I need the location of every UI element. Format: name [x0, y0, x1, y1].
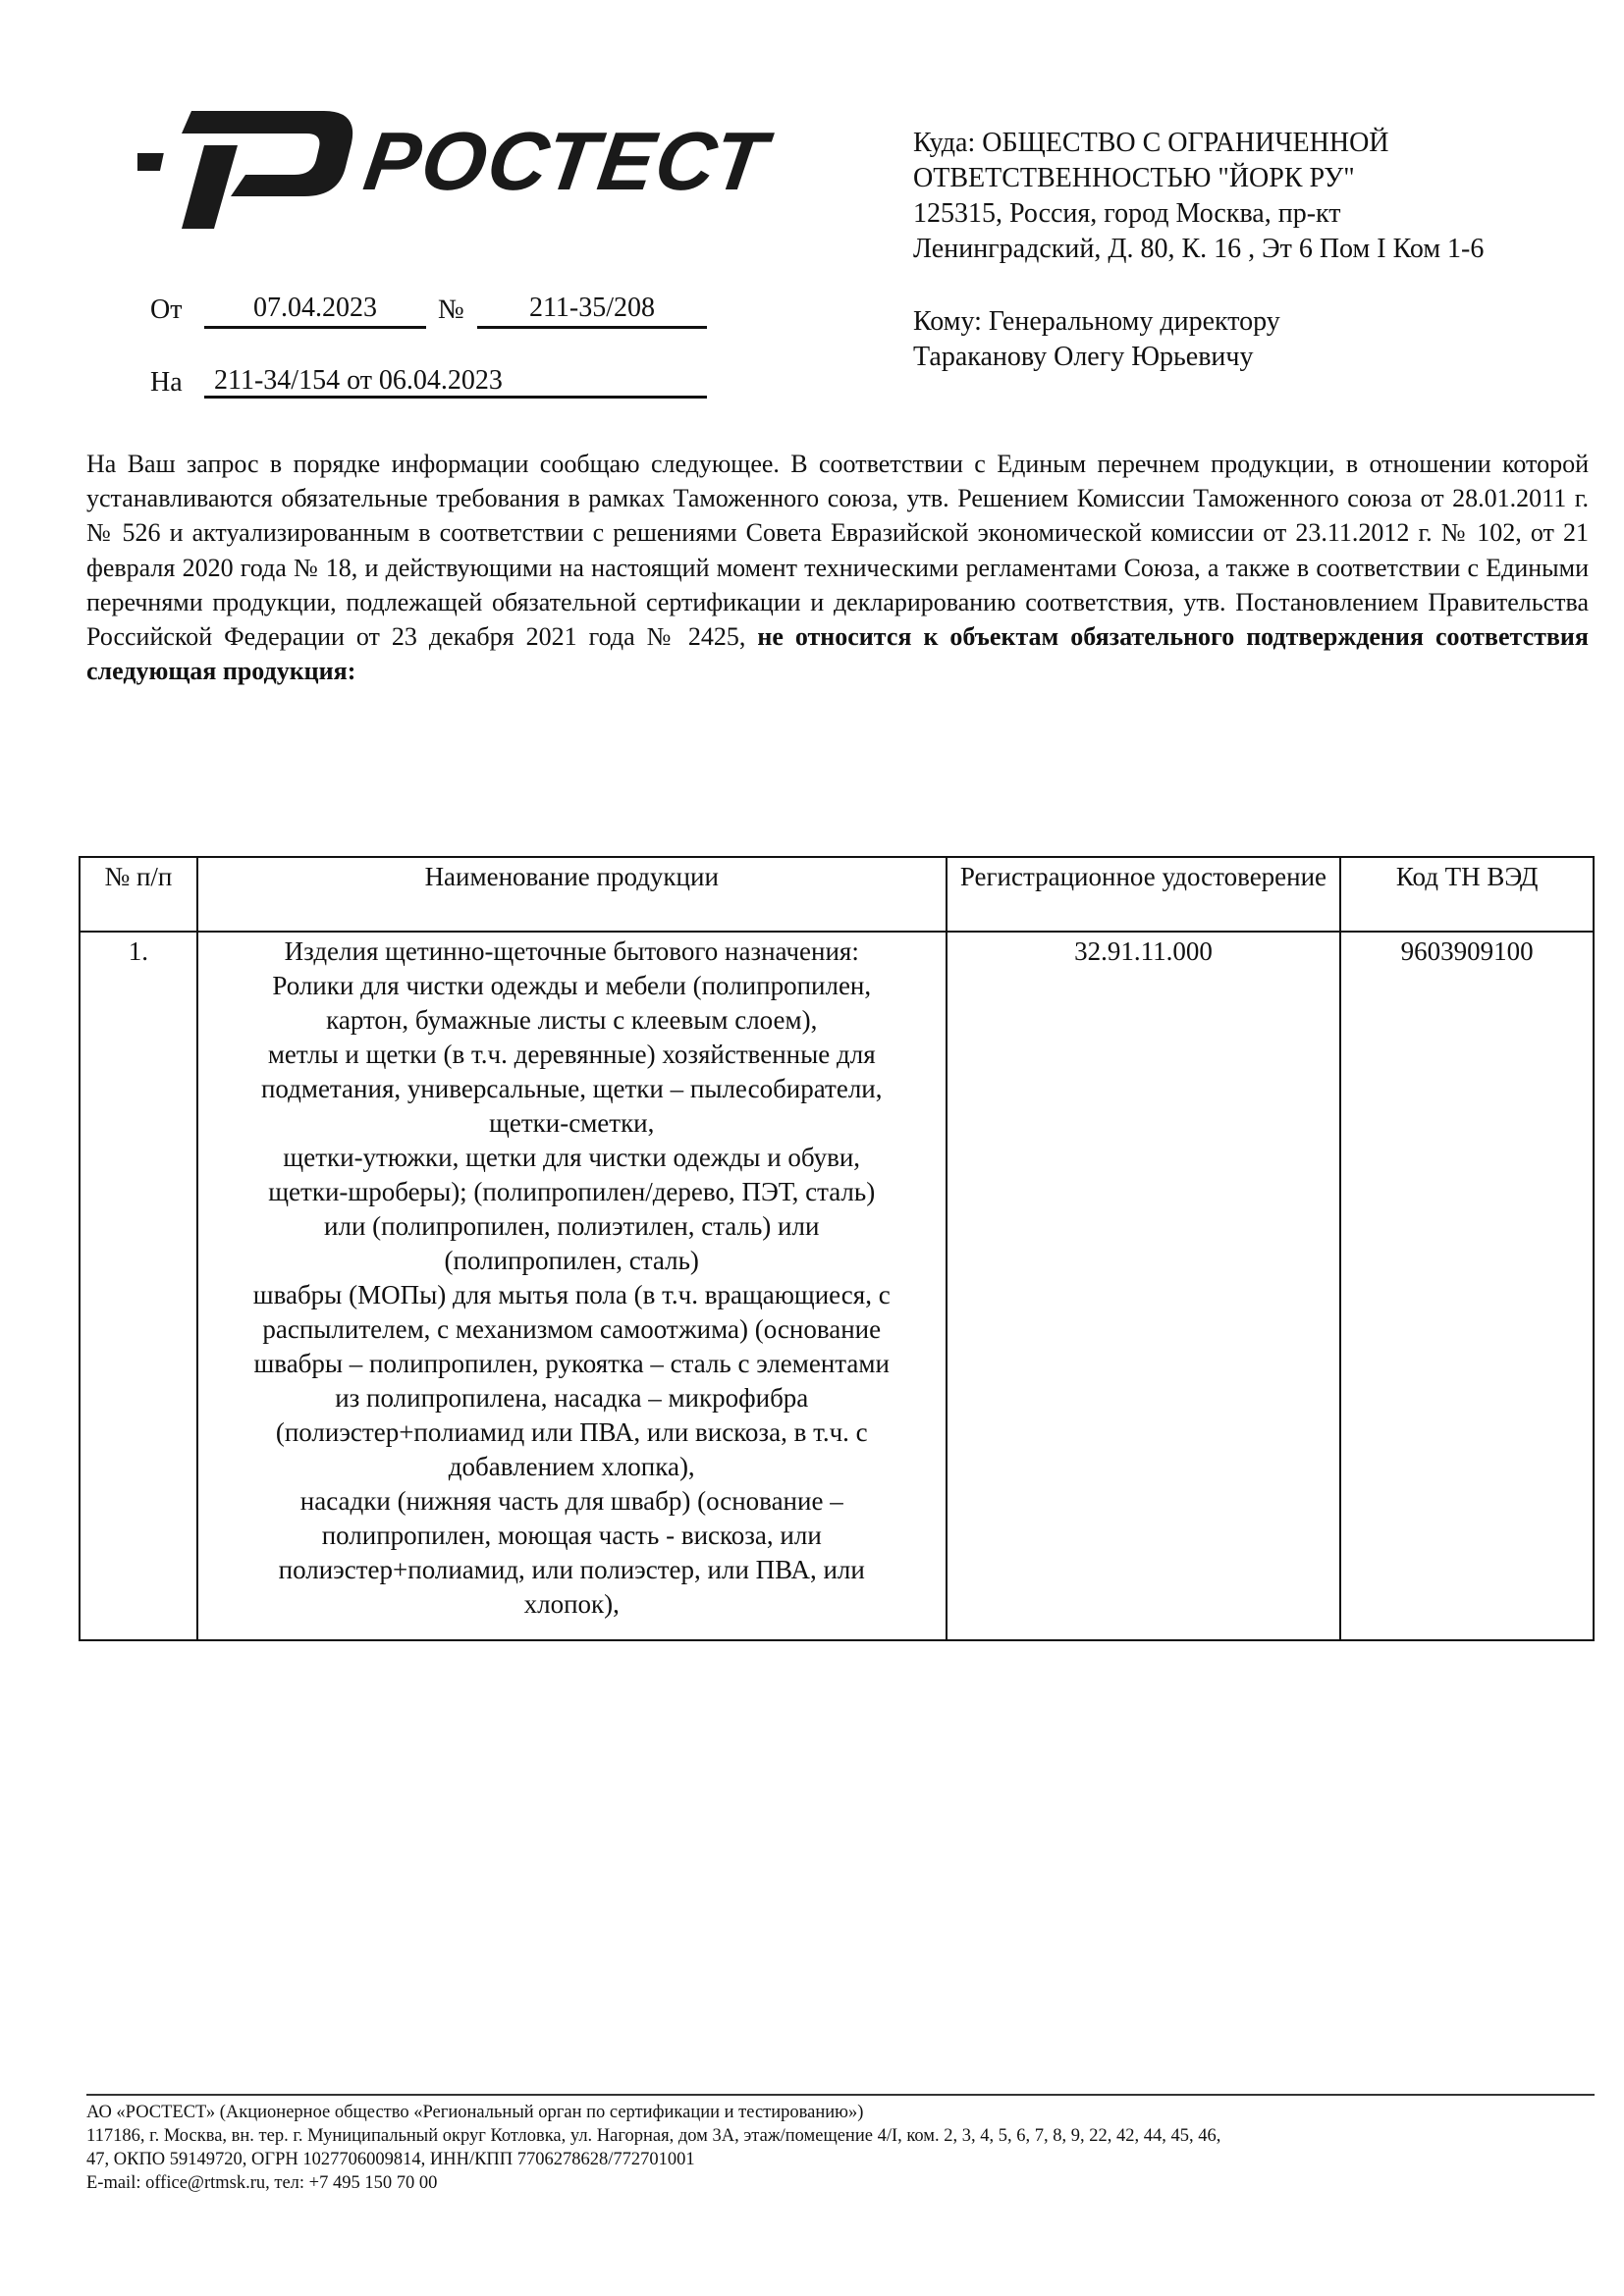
table-header-row	[80, 857, 1594, 932]
product-name-line: щетки-шроберы); (полипропилен/дерево, ПЭТ, сталь)	[268, 1177, 876, 1206]
product-name-line: распылителем, с механизмом самоотжима) (основание	[262, 1314, 882, 1344]
rostest-p-icon	[137, 106, 363, 229]
address-line: Куда: ОБЩЕСТВО С ОГРАНИЧЕННОЙ	[913, 128, 1389, 158]
product-name-line: картон, бумажные листы с клеевым слоем),	[326, 1005, 818, 1035]
product-name	[197, 932, 947, 1640]
product-name-line: (полиэстер+полиамид или ПВА, или вискоза, в т.ч. с	[275, 1417, 868, 1447]
product-name-line: или (полипропилен, полиэтилен, сталь) или	[324, 1211, 820, 1241]
product-name-line: полипропилен, моющая часть - вискоза, или	[321, 1521, 822, 1550]
logo-text: РОСТЕСТ	[358, 115, 774, 207]
recipient-line: Кому: Генеральному директору	[913, 306, 1280, 337]
product-name-line: хлопок),	[523, 1589, 620, 1619]
address-line: 125315, Россия, город Москва, пр-кт	[913, 198, 1341, 229]
address-line: Ленинградский, Д. 80, К. 16 , Эт 6 Пом I Ком 1-6	[913, 234, 1485, 264]
product-name-line: из полипропилена, насадка – микрофибра	[335, 1383, 809, 1413]
products-table	[79, 856, 1595, 1641]
footer-line: 117186, г. Москва, вн. тер. г. Муниципальный округ Котловка, ул. Нагорная, дом 3А, этаж/помещение 4/I, ком. 2, 3, 4, 5, 6, 7, 8, 9, 22, 42, 44, 45, 46,	[86, 2126, 1221, 2146]
rostest-logo	[137, 106, 774, 229]
product-name-line: метлы и щетки (в т.ч. деревянные) хозяйственные для	[267, 1040, 876, 1069]
number-label: №	[438, 294, 464, 325]
product-name-line: швабры – полипропилен, рукоятка – сталь с элементами	[253, 1349, 890, 1378]
row-number: 1.	[80, 932, 197, 1640]
letter-number: 211-35/208	[477, 293, 707, 329]
footer-divider	[86, 2094, 1595, 2096]
header-registration: Регистрационное удостоверение	[947, 857, 1341, 932]
recipient-address	[913, 126, 1484, 267]
product-name-line: швабры (МОПы) для мытья пола (в т.ч. вращающиеся, с	[252, 1280, 891, 1309]
header-tnved-code: Код ТН ВЭД	[1340, 857, 1594, 932]
recipient-line: Тараканову Олегу Юрьевичу	[913, 342, 1254, 372]
header-number: № п/п	[80, 857, 197, 932]
reference-number: 211-34/154 от 06.04.2023	[204, 365, 707, 399]
to-label: На	[150, 367, 183, 398]
product-name-line: щетки-утюжки, щетки для чистки одежды и обуви,	[283, 1143, 861, 1172]
address-line: ОТВЕТСТВЕННОСТЬЮ "ЙОРК РУ"	[913, 163, 1355, 193]
product-name-line: (полипропилен, сталь)	[444, 1246, 699, 1275]
letter-date: 07.04.2023	[204, 293, 426, 329]
footer-line: АО «РОСТЕСТ» (Акционерное общество «Региональный орган по сертификации и тестированию»)	[86, 2103, 864, 2122]
product-name-line: добавлением хлопка),	[448, 1452, 695, 1481]
from-label: От	[150, 294, 183, 325]
header-product-name: Наименование продукции	[197, 857, 947, 932]
product-name-line: Ролики для чистки одежды и мебели (полипропилен,	[272, 971, 872, 1000]
body-bold-text: не относится к объектам обязательного подтверждения соответствия следующая продукция:	[86, 622, 1589, 686]
footer-line: E-mail: office@rtmsk.ru, тел: +7 495 150 70 00	[86, 2173, 438, 2193]
product-name-line: насадки (нижняя часть для швабр) (основание –	[299, 1486, 843, 1516]
product-name-line: полиэстер+полиамид, или полиэстер, или ПВА, или	[278, 1555, 865, 1584]
product-name-line: щетки-сметки,	[489, 1108, 655, 1138]
table-row	[80, 932, 1594, 1640]
product-name-line: подметания, универсальные, щетки – пылесобиратели,	[260, 1074, 883, 1103]
tnved-code: 9603909100	[1340, 932, 1594, 1640]
body-paragraph	[86, 447, 1589, 688]
footer	[86, 2101, 1220, 2195]
registration-number: 32.91.11.000	[947, 932, 1341, 1640]
product-name-line: Изделия щетинно-щеточные бытового назначения:	[284, 936, 859, 966]
body-text: На Ваш запрос в порядке информации сообщаю следующее. В соответствии с Единым перечнем продукции, в отношении которой устанавливаются обязательные требования в рамках Таможенного союза, утв. Решением Комиссии Таможенного союза от 28.01.2011 г. № 526 и актуализированным в соответствии с решениями Совета Евразийской экономической комиссии от 23.11.2012 г. № 102, от 21 февраля 2020 года № 18, и действующими на настоящий момент техническими регламентами Союза, а также в соответствии с Едиными перечнями продукции, подлежащей обязательной сертификации и декларированию соответствия, утв. Постановлением Правительства Российской Федерации от 23 декабря 2021 года № 2425,	[86, 450, 1589, 652]
footer-line: 47, ОКПО 59149720, ОГРН 1027706009814, ИНН/КПП 7706278628/772701001	[86, 2150, 695, 2169]
recipient-person	[913, 304, 1280, 375]
